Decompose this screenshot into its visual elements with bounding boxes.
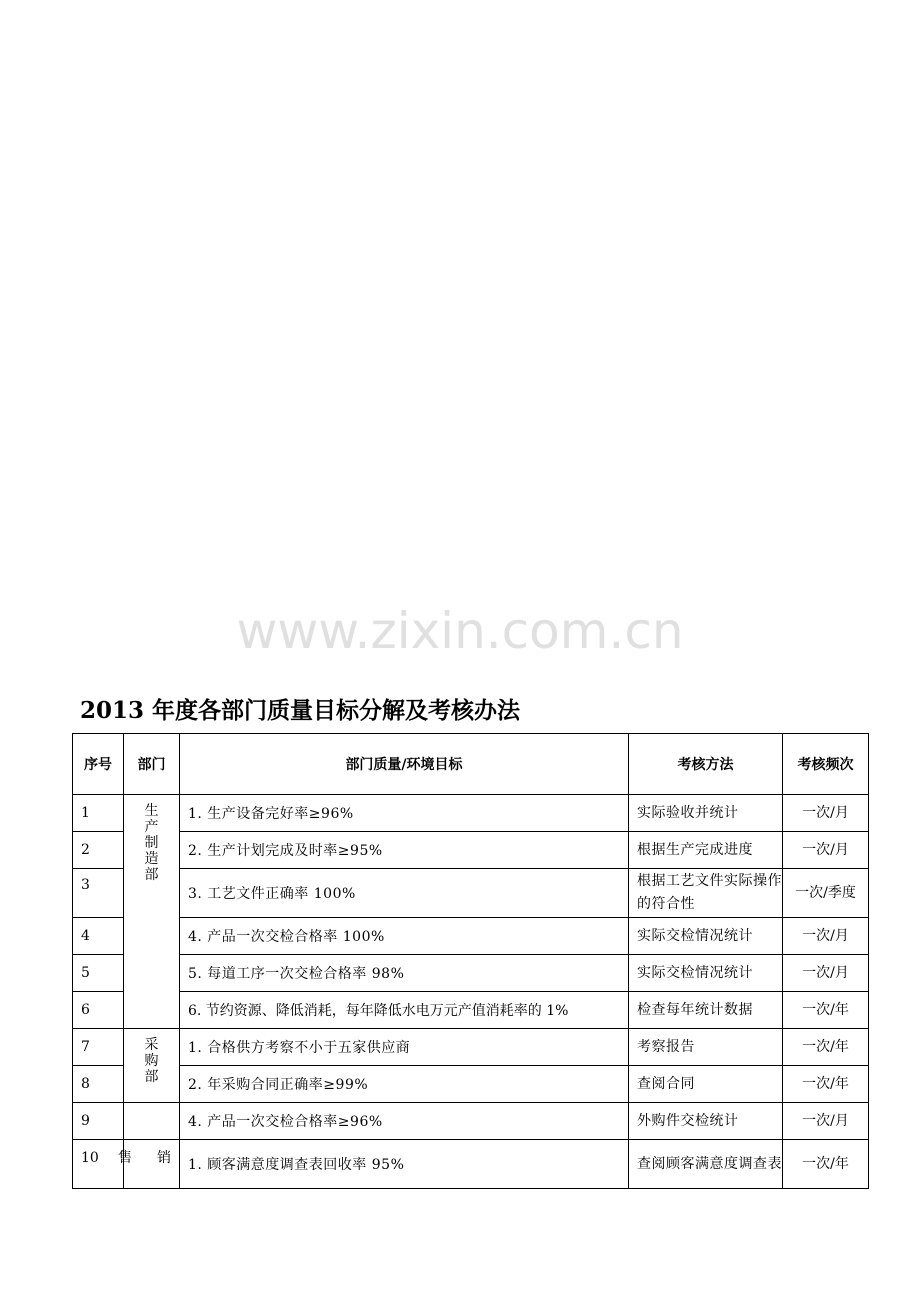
table-row xyxy=(73,992,869,1029)
row-seq: 10 xyxy=(73,1140,124,1189)
row-method: 查阅顾客满意度调查表 xyxy=(629,1140,783,1189)
dept-sales-left: 售 xyxy=(118,1150,132,1166)
row-freq: 一次/月 xyxy=(783,918,869,955)
row-seq: 6 xyxy=(73,992,124,1029)
document-title: 2013 年度各部门质量目标分解及考核办法 xyxy=(80,697,521,724)
watermark: www.zixin.com.cn xyxy=(236,602,684,660)
row-goal: 6. 节约资源、降低消耗，每年降低水电万元产值消耗率的 1% xyxy=(180,992,629,1029)
table-row xyxy=(73,1140,869,1189)
dept-production xyxy=(124,795,180,1029)
table-row xyxy=(73,1066,869,1103)
table-row xyxy=(73,918,869,955)
row-seq: 4 xyxy=(73,918,124,955)
header-dept: 部门 xyxy=(124,734,180,795)
row-freq: 一次/年 xyxy=(783,1029,869,1066)
row-goal: 3. 工艺文件正确率 100% xyxy=(180,869,629,918)
row-method: 查阅合同 xyxy=(629,1066,783,1103)
header-goal: 部门质量/环境目标 xyxy=(180,734,629,795)
table-row xyxy=(73,832,869,869)
row-method: 实际验收并统计 xyxy=(629,795,783,832)
row-method: 检查每年统计数据 xyxy=(629,992,783,1029)
row-seq: 9 xyxy=(73,1103,124,1140)
dept-label: 生产制造部 xyxy=(144,803,159,883)
row-method: 实际交检情况统计 xyxy=(629,918,783,955)
dept-label: 采购部 xyxy=(144,1037,159,1085)
row-goal: 4. 产品一次交检合格率 100% xyxy=(180,918,629,955)
row-seq: 5 xyxy=(73,955,124,992)
table-row xyxy=(73,1029,869,1066)
dept-sales xyxy=(118,1140,180,1189)
row-goal: 4. 产品一次交检合格率≥96% xyxy=(180,1103,629,1140)
header-method: 考核方法 xyxy=(629,734,783,795)
row-seq: 1 xyxy=(73,795,124,832)
row-freq: 一次/月 xyxy=(783,832,869,869)
header-seq: 序号 xyxy=(73,734,124,795)
row-freq: 一次/季度 xyxy=(783,869,869,918)
row-freq: 一次/年 xyxy=(783,992,869,1029)
row-method: 根据工艺文件实际操作的符合性 xyxy=(629,869,783,918)
header-freq: 考核频次 xyxy=(783,734,869,795)
row-method: 外购件交检统计 xyxy=(629,1103,783,1140)
row-seq: 8 xyxy=(73,1066,124,1103)
dept-purchasing xyxy=(124,1029,180,1103)
dept-sales-label xyxy=(118,1150,179,1166)
table-row xyxy=(73,1103,869,1140)
table-row xyxy=(73,955,869,992)
table-row xyxy=(73,869,869,918)
row-goal: 2. 生产计划完成及时率≥95% xyxy=(180,832,629,869)
table-row xyxy=(73,795,869,832)
row-freq: 一次/月 xyxy=(783,955,869,992)
row-goal: 1. 顾客满意度调查表回收率 95% xyxy=(180,1140,629,1189)
row-method: 实际交检情况统计 xyxy=(629,955,783,992)
dept-sales-right: 销 xyxy=(157,1150,171,1166)
quality-goals-table xyxy=(72,733,869,1189)
table-header-row xyxy=(73,734,869,795)
row-method: 根据生产完成进度 xyxy=(629,832,783,869)
dept-empty xyxy=(124,1103,180,1140)
row-goal: 5. 每道工序一次交检合格率 98% xyxy=(180,955,629,992)
row-method: 考察报告 xyxy=(629,1029,783,1066)
row-goal: 1. 合格供方考察不小于五家供应商 xyxy=(180,1029,629,1066)
row-seq: 3 xyxy=(73,869,124,918)
row-seq: 7 xyxy=(73,1029,124,1066)
row-freq: 一次/月 xyxy=(783,795,869,832)
row-goal: 2. 年采购合同正确率≥99% xyxy=(180,1066,629,1103)
row-freq: 一次/年 xyxy=(783,1066,869,1103)
row-freq: 一次/月 xyxy=(783,1103,869,1140)
row-freq: 一次/年 xyxy=(783,1140,869,1189)
row-seq: 2 xyxy=(73,832,124,869)
row-goal: 1. 生产设备完好率≥96% xyxy=(180,795,629,832)
